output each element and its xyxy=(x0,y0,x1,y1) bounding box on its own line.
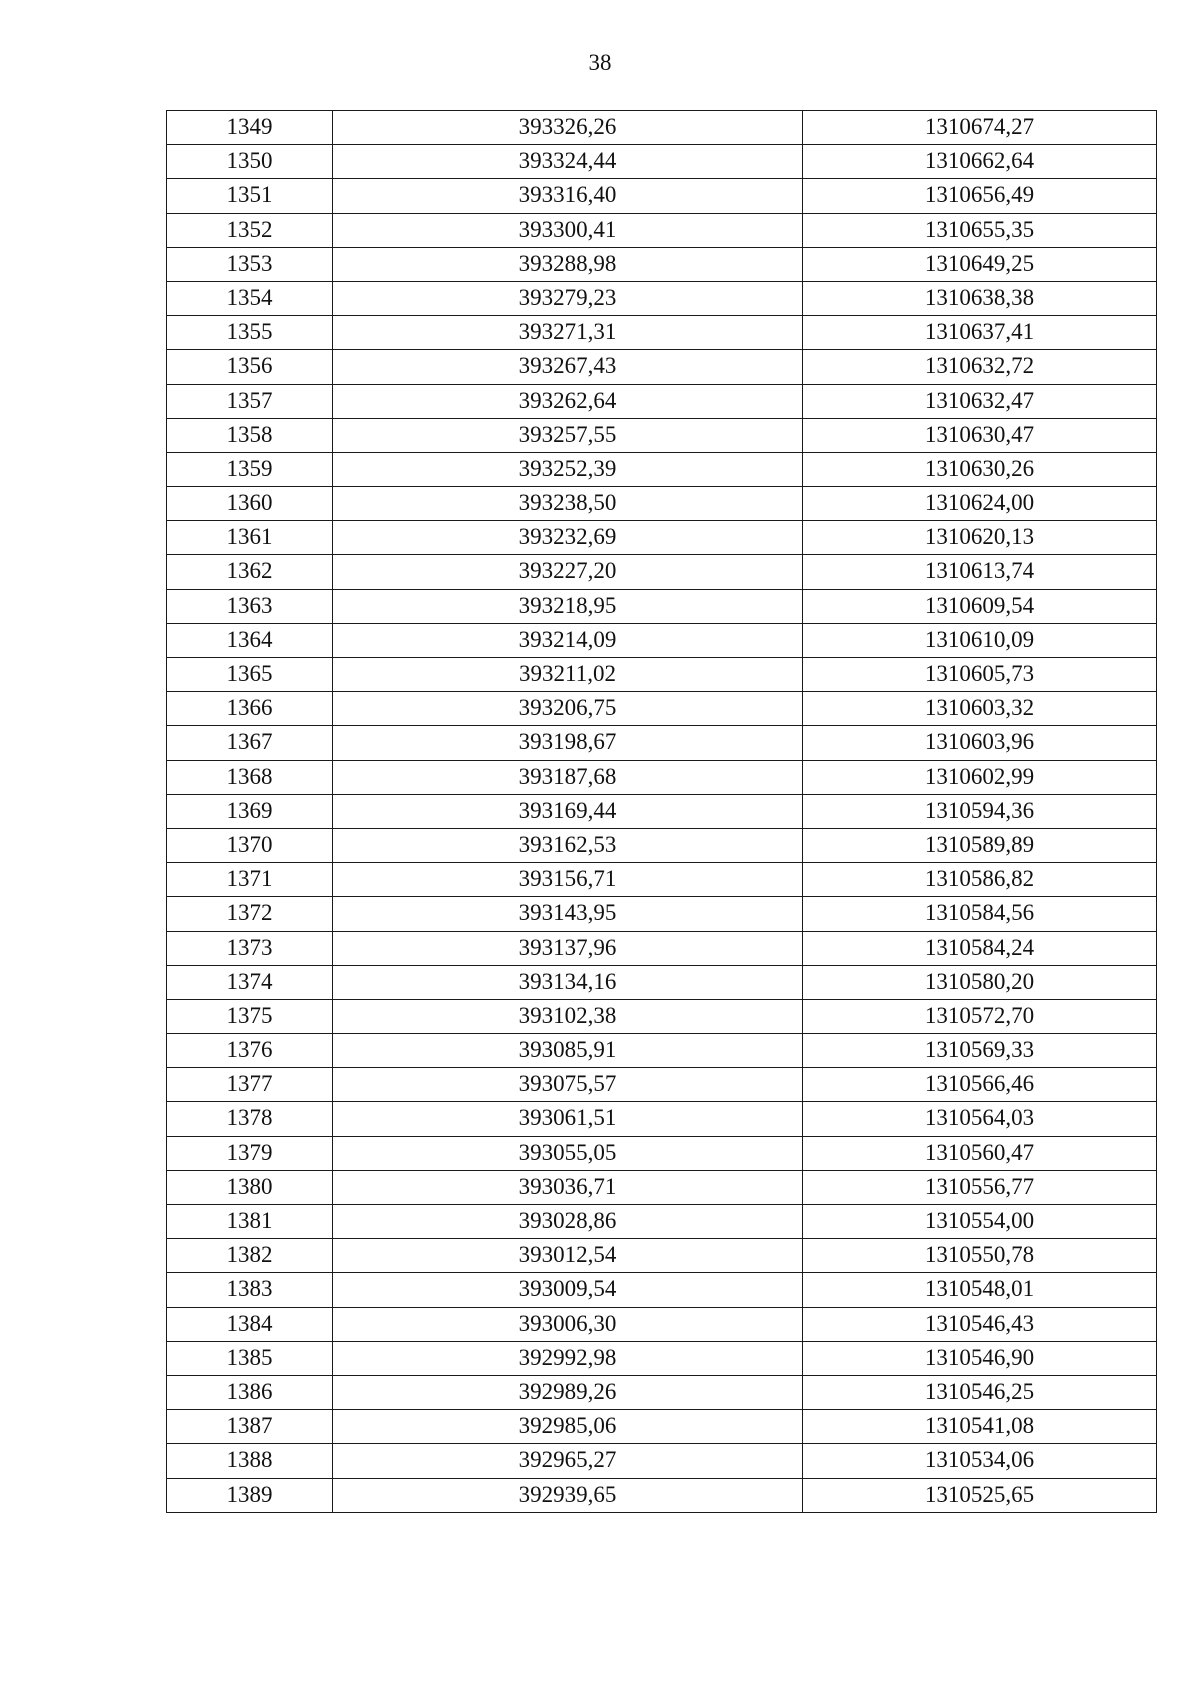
table-row xyxy=(167,1375,1157,1409)
table-row xyxy=(167,145,1157,179)
table-row xyxy=(167,384,1157,418)
y-coordinate-cell: 1310655,35 xyxy=(803,213,1157,247)
x-coordinate-cell: 393267,43 xyxy=(333,350,803,384)
x-coordinate-cell: 393028,86 xyxy=(333,1205,803,1239)
x-coordinate-cell: 393324,44 xyxy=(333,145,803,179)
y-coordinate-cell: 1310638,38 xyxy=(803,281,1157,315)
table-row xyxy=(167,213,1157,247)
y-coordinate-cell: 1310630,47 xyxy=(803,418,1157,452)
coordinates-table-body xyxy=(167,111,1157,1513)
x-coordinate-cell: 393012,54 xyxy=(333,1239,803,1273)
x-coordinate-cell: 393036,71 xyxy=(333,1170,803,1204)
table-row xyxy=(167,658,1157,692)
table-row xyxy=(167,487,1157,521)
point-number-cell: 1371 xyxy=(167,863,333,897)
table-row xyxy=(167,1444,1157,1478)
point-number-cell: 1370 xyxy=(167,828,333,862)
x-coordinate-cell: 393252,39 xyxy=(333,452,803,486)
x-coordinate-cell: 393162,53 xyxy=(333,828,803,862)
point-number-cell: 1378 xyxy=(167,1102,333,1136)
y-coordinate-cell: 1310546,43 xyxy=(803,1307,1157,1341)
table-row xyxy=(167,316,1157,350)
x-coordinate-cell: 393211,02 xyxy=(333,658,803,692)
x-coordinate-cell: 393061,51 xyxy=(333,1102,803,1136)
y-coordinate-cell: 1310584,56 xyxy=(803,897,1157,931)
table-row xyxy=(167,281,1157,315)
x-coordinate-cell: 393300,41 xyxy=(333,213,803,247)
y-coordinate-cell: 1310586,82 xyxy=(803,863,1157,897)
x-coordinate-cell: 393156,71 xyxy=(333,863,803,897)
x-coordinate-cell: 393288,98 xyxy=(333,247,803,281)
y-coordinate-cell: 1310548,01 xyxy=(803,1273,1157,1307)
y-coordinate-cell: 1310632,47 xyxy=(803,384,1157,418)
x-coordinate-cell: 393006,30 xyxy=(333,1307,803,1341)
point-number-cell: 1388 xyxy=(167,1444,333,1478)
x-coordinate-cell: 393279,23 xyxy=(333,281,803,315)
x-coordinate-cell: 393102,38 xyxy=(333,999,803,1033)
point-number-cell: 1383 xyxy=(167,1273,333,1307)
page-number: 38 xyxy=(588,50,612,75)
y-coordinate-cell: 1310572,70 xyxy=(803,999,1157,1033)
y-coordinate-cell: 1310569,33 xyxy=(803,1034,1157,1068)
x-coordinate-cell: 393187,68 xyxy=(333,760,803,794)
y-coordinate-cell: 1310605,73 xyxy=(803,658,1157,692)
x-coordinate-cell: 393227,20 xyxy=(333,555,803,589)
x-coordinate-cell: 393218,95 xyxy=(333,589,803,623)
point-number-cell: 1367 xyxy=(167,726,333,760)
table-row xyxy=(167,999,1157,1033)
x-coordinate-cell: 393316,40 xyxy=(333,179,803,213)
table-row xyxy=(167,1068,1157,1102)
x-coordinate-cell: 393075,57 xyxy=(333,1068,803,1102)
x-coordinate-cell: 393326,26 xyxy=(333,111,803,145)
x-coordinate-cell: 393206,75 xyxy=(333,692,803,726)
table-row xyxy=(167,111,1157,145)
y-coordinate-cell: 1310632,72 xyxy=(803,350,1157,384)
y-coordinate-cell: 1310546,90 xyxy=(803,1341,1157,1375)
x-coordinate-cell: 392985,06 xyxy=(333,1410,803,1444)
point-number-cell: 1351 xyxy=(167,179,333,213)
x-coordinate-cell: 393055,05 xyxy=(333,1136,803,1170)
point-number-cell: 1379 xyxy=(167,1136,333,1170)
point-number-cell: 1389 xyxy=(167,1478,333,1512)
point-number-cell: 1366 xyxy=(167,692,333,726)
table-row xyxy=(167,1341,1157,1375)
point-number-cell: 1375 xyxy=(167,999,333,1033)
point-number-cell: 1358 xyxy=(167,418,333,452)
point-number-cell: 1349 xyxy=(167,111,333,145)
point-number-cell: 1368 xyxy=(167,760,333,794)
point-number-cell: 1381 xyxy=(167,1205,333,1239)
x-coordinate-cell: 393009,54 xyxy=(333,1273,803,1307)
table-row xyxy=(167,692,1157,726)
table-row xyxy=(167,794,1157,828)
table-row xyxy=(167,350,1157,384)
table-row xyxy=(167,1307,1157,1341)
table-row xyxy=(167,1102,1157,1136)
y-coordinate-cell: 1310589,89 xyxy=(803,828,1157,862)
point-number-cell: 1353 xyxy=(167,247,333,281)
point-number-cell: 1354 xyxy=(167,281,333,315)
point-number-cell: 1374 xyxy=(167,965,333,999)
y-coordinate-cell: 1310674,27 xyxy=(803,111,1157,145)
point-number-cell: 1365 xyxy=(167,658,333,692)
y-coordinate-cell: 1310546,25 xyxy=(803,1375,1157,1409)
point-number-cell: 1372 xyxy=(167,897,333,931)
y-coordinate-cell: 1310594,36 xyxy=(803,794,1157,828)
point-number-cell: 1356 xyxy=(167,350,333,384)
point-number-cell: 1377 xyxy=(167,1068,333,1102)
point-number-cell: 1361 xyxy=(167,521,333,555)
y-coordinate-cell: 1310637,41 xyxy=(803,316,1157,350)
y-coordinate-cell: 1310560,47 xyxy=(803,1136,1157,1170)
y-coordinate-cell: 1310525,65 xyxy=(803,1478,1157,1512)
y-coordinate-cell: 1310613,74 xyxy=(803,555,1157,589)
x-coordinate-cell: 393134,16 xyxy=(333,965,803,999)
y-coordinate-cell: 1310624,00 xyxy=(803,487,1157,521)
point-number-cell: 1359 xyxy=(167,452,333,486)
y-coordinate-cell: 1310656,49 xyxy=(803,179,1157,213)
y-coordinate-cell: 1310603,32 xyxy=(803,692,1157,726)
y-coordinate-cell: 1310541,08 xyxy=(803,1410,1157,1444)
table-row xyxy=(167,1239,1157,1273)
point-number-cell: 1373 xyxy=(167,931,333,965)
y-coordinate-cell: 1310556,77 xyxy=(803,1170,1157,1204)
point-number-cell: 1387 xyxy=(167,1410,333,1444)
table-row xyxy=(167,623,1157,657)
x-coordinate-cell: 393238,50 xyxy=(333,487,803,521)
table-row xyxy=(167,1205,1157,1239)
table-row xyxy=(167,1410,1157,1444)
point-number-cell: 1364 xyxy=(167,623,333,657)
x-coordinate-cell: 393085,91 xyxy=(333,1034,803,1068)
table-row xyxy=(167,965,1157,999)
point-number-cell: 1355 xyxy=(167,316,333,350)
point-number-cell: 1360 xyxy=(167,487,333,521)
table-row xyxy=(167,931,1157,965)
y-coordinate-cell: 1310603,96 xyxy=(803,726,1157,760)
table-row xyxy=(167,828,1157,862)
point-number-cell: 1350 xyxy=(167,145,333,179)
x-coordinate-cell: 393198,67 xyxy=(333,726,803,760)
table-row xyxy=(167,1478,1157,1512)
y-coordinate-cell: 1310609,54 xyxy=(803,589,1157,623)
point-number-cell: 1380 xyxy=(167,1170,333,1204)
x-coordinate-cell: 392992,98 xyxy=(333,1341,803,1375)
y-coordinate-cell: 1310550,78 xyxy=(803,1239,1157,1273)
table-row xyxy=(167,726,1157,760)
point-number-cell: 1384 xyxy=(167,1307,333,1341)
point-number-cell: 1363 xyxy=(167,589,333,623)
x-coordinate-cell: 392939,65 xyxy=(333,1478,803,1512)
x-coordinate-cell: 393137,96 xyxy=(333,931,803,965)
point-number-cell: 1352 xyxy=(167,213,333,247)
y-coordinate-cell: 1310610,09 xyxy=(803,623,1157,657)
x-coordinate-cell: 392965,27 xyxy=(333,1444,803,1478)
y-coordinate-cell: 1310620,13 xyxy=(803,521,1157,555)
x-coordinate-cell: 393257,55 xyxy=(333,418,803,452)
point-number-cell: 1376 xyxy=(167,1034,333,1068)
table-row xyxy=(167,1034,1157,1068)
table-row xyxy=(167,1273,1157,1307)
table-row xyxy=(167,589,1157,623)
table-row xyxy=(167,452,1157,486)
table-row xyxy=(167,897,1157,931)
y-coordinate-cell: 1310554,00 xyxy=(803,1205,1157,1239)
x-coordinate-cell: 393143,95 xyxy=(333,897,803,931)
point-number-cell: 1369 xyxy=(167,794,333,828)
x-coordinate-cell: 393232,69 xyxy=(333,521,803,555)
x-coordinate-cell: 392989,26 xyxy=(333,1375,803,1409)
y-coordinate-cell: 1310584,24 xyxy=(803,931,1157,965)
point-number-cell: 1357 xyxy=(167,384,333,418)
y-coordinate-cell: 1310662,64 xyxy=(803,145,1157,179)
y-coordinate-cell: 1310630,26 xyxy=(803,452,1157,486)
point-number-cell: 1385 xyxy=(167,1341,333,1375)
y-coordinate-cell: 1310564,03 xyxy=(803,1102,1157,1136)
table-row xyxy=(167,179,1157,213)
table-row xyxy=(167,247,1157,281)
table-row xyxy=(167,863,1157,897)
point-number-cell: 1382 xyxy=(167,1239,333,1273)
table-row xyxy=(167,1170,1157,1204)
table-row xyxy=(167,1136,1157,1170)
y-coordinate-cell: 1310602,99 xyxy=(803,760,1157,794)
point-number-cell: 1362 xyxy=(167,555,333,589)
point-number-cell: 1386 xyxy=(167,1375,333,1409)
x-coordinate-cell: 393271,31 xyxy=(333,316,803,350)
x-coordinate-cell: 393262,64 xyxy=(333,384,803,418)
table-row xyxy=(167,418,1157,452)
table-row xyxy=(167,555,1157,589)
coordinates-table xyxy=(166,110,1157,1513)
y-coordinate-cell: 1310580,20 xyxy=(803,965,1157,999)
y-coordinate-cell: 1310534,06 xyxy=(803,1444,1157,1478)
x-coordinate-cell: 393169,44 xyxy=(333,794,803,828)
table-row xyxy=(167,760,1157,794)
y-coordinate-cell: 1310566,46 xyxy=(803,1068,1157,1102)
table-row xyxy=(167,521,1157,555)
x-coordinate-cell: 393214,09 xyxy=(333,623,803,657)
y-coordinate-cell: 1310649,25 xyxy=(803,247,1157,281)
